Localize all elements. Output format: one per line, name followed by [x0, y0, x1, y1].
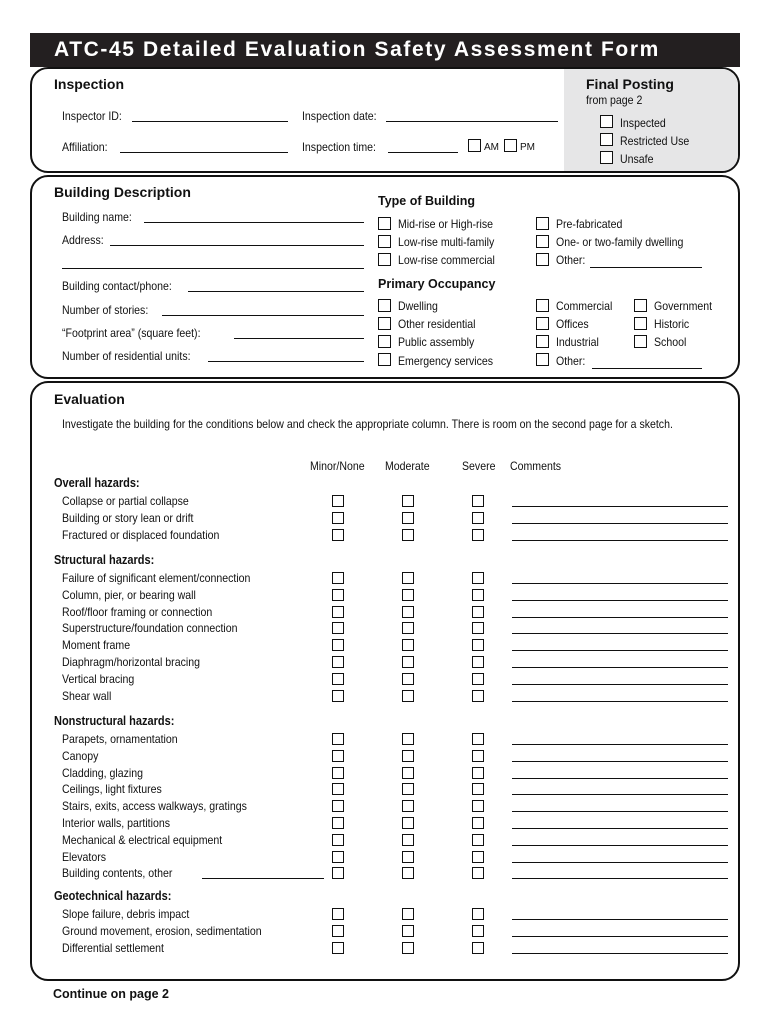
- occ-industrial-checkbox[interactable]: [536, 335, 549, 348]
- hazard-moderate-checkbox[interactable]: [402, 851, 414, 863]
- hazard-item-label: Canopy: [62, 748, 99, 763]
- hazard-group-title: Structural hazards:: [54, 553, 155, 567]
- final-posting-sub: from page 2: [586, 93, 643, 107]
- hazard-severe-checkbox[interactable]: [472, 800, 484, 812]
- hazard-moderate-checkbox[interactable]: [402, 767, 414, 779]
- hazard-moderate-checkbox[interactable]: [402, 783, 414, 795]
- hazard-severe-checkbox[interactable]: [472, 834, 484, 846]
- hazard-comment-field[interactable]: [512, 583, 728, 584]
- hazard-comment-field[interactable]: [512, 761, 728, 762]
- hazard-comment-field[interactable]: [512, 667, 728, 668]
- hazard-moderate-checkbox[interactable]: [402, 690, 414, 702]
- hazard-minor-checkbox[interactable]: [332, 783, 344, 795]
- hazard-comment-field[interactable]: [512, 701, 728, 702]
- hazard-item-label: Building or story lean or drift: [62, 510, 194, 525]
- units-field[interactable]: [208, 361, 364, 362]
- hazard-severe-checkbox[interactable]: [472, 750, 484, 762]
- hazard-comment-field[interactable]: [512, 540, 728, 541]
- occ-other-field[interactable]: [592, 368, 702, 369]
- hazard-severe-checkbox[interactable]: [472, 767, 484, 779]
- hazard-moderate-checkbox[interactable]: [402, 572, 414, 584]
- hazard-moderate-checkbox[interactable]: [402, 925, 414, 937]
- hazard-item-label: Superstructure/foundation connection: [62, 621, 238, 636]
- units-label: Number of residential units:: [62, 349, 191, 363]
- inspection-time-field[interactable]: [388, 152, 458, 153]
- hazard-moderate-checkbox[interactable]: [402, 529, 414, 541]
- type-lowrise-multi-label: Low-rise multi-family: [398, 235, 495, 249]
- hazard-minor-checkbox[interactable]: [332, 942, 344, 954]
- type-lowrise-multi-checkbox[interactable]: [378, 235, 391, 248]
- hazard-comment-field[interactable]: [512, 953, 728, 954]
- hazard-group-title: Nonstructural hazards:: [54, 714, 175, 728]
- address-field[interactable]: [110, 245, 364, 246]
- hazard-moderate-checkbox[interactable]: [402, 512, 414, 524]
- hazard-moderate-checkbox[interactable]: [402, 606, 414, 618]
- occ-historic-checkbox[interactable]: [634, 317, 647, 330]
- footprint-field[interactable]: [234, 338, 364, 339]
- hazard-comment-field[interactable]: [512, 845, 728, 846]
- type-other-field[interactable]: [590, 267, 702, 268]
- occ-historic-label: Historic: [654, 317, 690, 331]
- hazard-item-label: Ceilings, light fixtures: [62, 782, 162, 797]
- inspector-id-field[interactable]: [132, 121, 288, 122]
- hazard-item-label: Stairs, exits, access walkways, gratings: [62, 799, 247, 814]
- hazard-minor-checkbox[interactable]: [332, 834, 344, 846]
- hazard-item-label: Shear wall: [62, 688, 112, 703]
- col-severe: Severe: [462, 459, 496, 473]
- final-posting-panel: [564, 69, 738, 173]
- hazard-comment-field[interactable]: [512, 617, 728, 618]
- hazard-moderate-checkbox[interactable]: [402, 656, 414, 668]
- hazard-severe-checkbox[interactable]: [472, 783, 484, 795]
- hazard-minor-checkbox[interactable]: [332, 572, 344, 584]
- hazard-minor-checkbox[interactable]: [332, 925, 344, 937]
- hazard-severe-checkbox[interactable]: [472, 733, 484, 745]
- posting-unsafe-checkbox[interactable]: [600, 151, 613, 164]
- hazard-item-label: Building contents, other: [62, 866, 173, 881]
- hazard-severe-checkbox[interactable]: [472, 622, 484, 634]
- hazard-minor-checkbox[interactable]: [332, 690, 344, 702]
- address-field-line2[interactable]: [62, 268, 364, 269]
- type-midrise-label: Mid-rise or High-rise: [398, 217, 494, 231]
- hazard-severe-checkbox[interactable]: [472, 673, 484, 685]
- hazard-item-label: Vertical bracing: [62, 671, 135, 686]
- inspection-date-label: Inspection date:: [302, 109, 377, 123]
- hazard-comment-field[interactable]: [512, 744, 728, 745]
- hazard-minor-checkbox[interactable]: [332, 495, 344, 507]
- hazard-moderate-checkbox[interactable]: [402, 817, 414, 829]
- occ-emergency-checkbox[interactable]: [378, 353, 391, 366]
- affiliation-label: Affiliation:: [62, 140, 108, 154]
- col-comments: Comments: [510, 459, 562, 473]
- hazard-item-label: Mechanical & electrical equipment: [62, 832, 223, 847]
- hazard-item-label: Failure of significant element/connection: [62, 571, 251, 585]
- hazard-minor-checkbox[interactable]: [332, 656, 344, 668]
- hazard-moderate-checkbox[interactable]: [402, 733, 414, 745]
- occ-public-assembly-checkbox[interactable]: [378, 335, 391, 348]
- hazard-severe-checkbox[interactable]: [472, 529, 484, 541]
- inspection-section: [30, 67, 740, 173]
- contact-label: Building contact/phone:: [62, 279, 172, 293]
- hazard-moderate-checkbox[interactable]: [402, 495, 414, 507]
- hazard-severe-checkbox[interactable]: [472, 656, 484, 668]
- hazard-comment-field[interactable]: [512, 936, 728, 937]
- hazard-minor-checkbox[interactable]: [332, 767, 344, 779]
- hazard-severe-checkbox[interactable]: [472, 817, 484, 829]
- building-heading: Building Description: [54, 184, 191, 200]
- hazard-severe-checkbox[interactable]: [472, 851, 484, 863]
- occ-commercial-label: Commercial: [556, 299, 613, 313]
- hazard-moderate-checkbox[interactable]: [402, 834, 414, 846]
- hazard-minor-checkbox[interactable]: [332, 606, 344, 618]
- hazard-severe-checkbox[interactable]: [472, 908, 484, 920]
- hazard-comment-field[interactable]: [512, 684, 728, 685]
- occ-other-residential-label: Other residential: [398, 317, 476, 331]
- hazard-moderate-checkbox[interactable]: [402, 867, 414, 879]
- hazard-comment-field[interactable]: [512, 919, 728, 920]
- hazard-comment-field[interactable]: [512, 862, 728, 863]
- hazard-comment-field[interactable]: [512, 778, 728, 779]
- type-lowrise-commercial-checkbox[interactable]: [378, 253, 391, 266]
- posting-inspected-label: Inspected: [620, 116, 666, 130]
- occ-offices-checkbox[interactable]: [536, 317, 549, 330]
- hazard-comment-field[interactable]: [512, 600, 728, 601]
- hazard-comment-field[interactable]: [512, 878, 728, 879]
- posting-restricted-checkbox[interactable]: [600, 133, 613, 146]
- hazard-moderate-checkbox[interactable]: [402, 800, 414, 812]
- hazard-comment-field[interactable]: [512, 650, 728, 651]
- occ-school-checkbox[interactable]: [634, 335, 647, 348]
- hazard-moderate-checkbox[interactable]: [402, 622, 414, 634]
- hazard-item-label: Column, pier, or bearing wall: [62, 587, 196, 602]
- hazard-moderate-checkbox[interactable]: [402, 750, 414, 762]
- type-lowrise-commercial-label: Low-rise commercial: [398, 253, 495, 267]
- hazard-minor-checkbox[interactable]: [332, 800, 344, 812]
- occupancy-heading: Primary Occupancy: [378, 277, 496, 291]
- occ-other-label: Other:: [556, 354, 586, 368]
- hazard-severe-checkbox[interactable]: [472, 942, 484, 954]
- hazard-group-title: Overall hazards:: [54, 476, 140, 490]
- hazard-minor-checkbox[interactable]: [332, 851, 344, 863]
- footprint-label: “Footprint area” (square feet):: [62, 326, 201, 340]
- type-other-label: Other:: [556, 253, 586, 267]
- building-name-field[interactable]: [144, 222, 364, 223]
- type-family-checkbox[interactable]: [536, 235, 549, 248]
- hazard-moderate-checkbox[interactable]: [402, 639, 414, 651]
- continue-note: Continue on page 2: [53, 987, 169, 1001]
- posting-inspected-checkbox[interactable]: [600, 115, 613, 128]
- inspection-heading: Inspection: [54, 76, 125, 92]
- hazard-item-label: Collapse or partial collapse: [62, 494, 189, 508]
- hazard-comment-field[interactable]: [512, 523, 728, 524]
- hazard-severe-checkbox[interactable]: [472, 589, 484, 601]
- hazard-moderate-checkbox[interactable]: [402, 589, 414, 601]
- hazard-item-label: Parapets, ornamentation: [62, 732, 178, 746]
- hazard-item-label: Roof/floor framing or connection: [62, 604, 213, 619]
- hazard-item-label: Ground movement, erosion, sedimentation: [62, 923, 262, 938]
- stories-label: Number of stories:: [62, 303, 149, 317]
- hazard-minor-checkbox[interactable]: [332, 639, 344, 651]
- occ-offices-label: Offices: [556, 317, 589, 331]
- posting-restricted-label: Restricted Use: [620, 134, 690, 148]
- hazard-group-title: Geotechnical hazards:: [54, 889, 172, 903]
- form-title: ATC-45 Detailed Evaluation Safety Assessment Form: [30, 33, 740, 67]
- pm-checkbox[interactable]: [504, 139, 517, 152]
- am-checkbox[interactable]: [468, 139, 481, 152]
- evaluation-section: [30, 381, 740, 981]
- type-midrise-checkbox[interactable]: [378, 217, 391, 230]
- occ-government-label: Government: [654, 299, 713, 313]
- hazard-item-label: Fractured or displaced foundation: [62, 527, 220, 542]
- hazard-moderate-checkbox[interactable]: [402, 908, 414, 920]
- occ-public-assembly-label: Public assembly: [398, 335, 475, 349]
- hazard-item-label: Slope failure, debris impact: [62, 907, 190, 921]
- hazard-comment-field[interactable]: [512, 506, 728, 507]
- building-name-label: Building name:: [62, 210, 132, 224]
- hazard-moderate-checkbox[interactable]: [402, 673, 414, 685]
- occ-emergency-label: Emergency services: [398, 354, 494, 368]
- posting-unsafe-label: Unsafe: [620, 152, 654, 166]
- hazard-moderate-checkbox[interactable]: [402, 942, 414, 954]
- hazard-comment-field[interactable]: [512, 794, 728, 795]
- hazard-item-label: Differential settlement: [62, 940, 164, 955]
- hazard-severe-checkbox[interactable]: [472, 512, 484, 524]
- type-prefab-label: Pre-fabricated: [556, 217, 623, 231]
- occ-dwelling-checkbox[interactable]: [378, 299, 391, 312]
- col-minor-none: Minor/None: [310, 459, 365, 473]
- hazard-comment-field[interactable]: [512, 811, 728, 812]
- final-posting-heading: Final Posting: [586, 76, 674, 92]
- hazard-item-label: Interior walls, partitions: [62, 816, 170, 830]
- occ-other-residential-checkbox[interactable]: [378, 317, 391, 330]
- inspection-date-field[interactable]: [386, 121, 558, 122]
- hazard-minor-checkbox[interactable]: [332, 908, 344, 920]
- hazard-minor-checkbox[interactable]: [332, 673, 344, 685]
- occ-dwelling-label: Dwelling: [398, 299, 438, 313]
- building-contents-other-field[interactable]: [202, 878, 324, 879]
- pm-label: PM: [520, 142, 535, 153]
- occ-school-label: School: [654, 335, 687, 349]
- affiliation-field[interactable]: [120, 152, 288, 153]
- evaluation-heading: Evaluation: [54, 391, 125, 407]
- inspection-time-label: Inspection time:: [302, 140, 376, 154]
- hazard-severe-checkbox[interactable]: [472, 925, 484, 937]
- occ-government-checkbox[interactable]: [634, 299, 647, 312]
- hazard-item-label: Moment frame: [62, 638, 131, 653]
- occ-other-checkbox[interactable]: [536, 353, 549, 366]
- type-heading: Type of Building: [378, 194, 475, 208]
- hazard-severe-checkbox[interactable]: [472, 639, 484, 651]
- type-prefab-checkbox[interactable]: [536, 217, 549, 230]
- hazard-severe-checkbox[interactable]: [472, 572, 484, 584]
- inspector-id-label: Inspector ID:: [62, 109, 122, 123]
- am-label: AM: [484, 142, 499, 153]
- type-family-label: One- or two-family dwelling: [556, 235, 684, 249]
- hazard-minor-checkbox[interactable]: [332, 867, 344, 879]
- hazard-minor-checkbox[interactable]: [332, 512, 344, 524]
- type-other-checkbox[interactable]: [536, 253, 549, 266]
- hazard-comment-field[interactable]: [512, 633, 728, 634]
- hazard-minor-checkbox[interactable]: [332, 589, 344, 601]
- occ-commercial-checkbox[interactable]: [536, 299, 549, 312]
- hazard-item-label: Elevators: [62, 849, 107, 864]
- building-section: [30, 175, 740, 379]
- hazard-severe-checkbox[interactable]: [472, 495, 484, 507]
- hazard-comment-field[interactable]: [512, 828, 728, 829]
- hazard-severe-checkbox[interactable]: [472, 606, 484, 618]
- hazard-minor-checkbox[interactable]: [332, 817, 344, 829]
- hazard-minor-checkbox[interactable]: [332, 750, 344, 762]
- hazard-minor-checkbox[interactable]: [332, 529, 344, 541]
- address-label: Address:: [62, 233, 104, 247]
- stories-field[interactable]: [162, 315, 364, 316]
- hazard-minor-checkbox[interactable]: [332, 733, 344, 745]
- col-moderate: Moderate: [385, 459, 430, 473]
- contact-field[interactable]: [188, 291, 364, 292]
- hazard-item-label: Cladding, glazing: [62, 765, 144, 780]
- evaluation-instructions: Investigate the building for the conditions below and check the appropriate column. There is room on the second page for a sketch.: [62, 417, 673, 431]
- hazard-item-label: Diaphragm/horizontal bracing: [62, 655, 200, 669]
- hazard-severe-checkbox[interactable]: [472, 867, 484, 879]
- hazard-severe-checkbox[interactable]: [472, 690, 484, 702]
- hazard-minor-checkbox[interactable]: [332, 622, 344, 634]
- occ-industrial-label: Industrial: [556, 335, 599, 349]
